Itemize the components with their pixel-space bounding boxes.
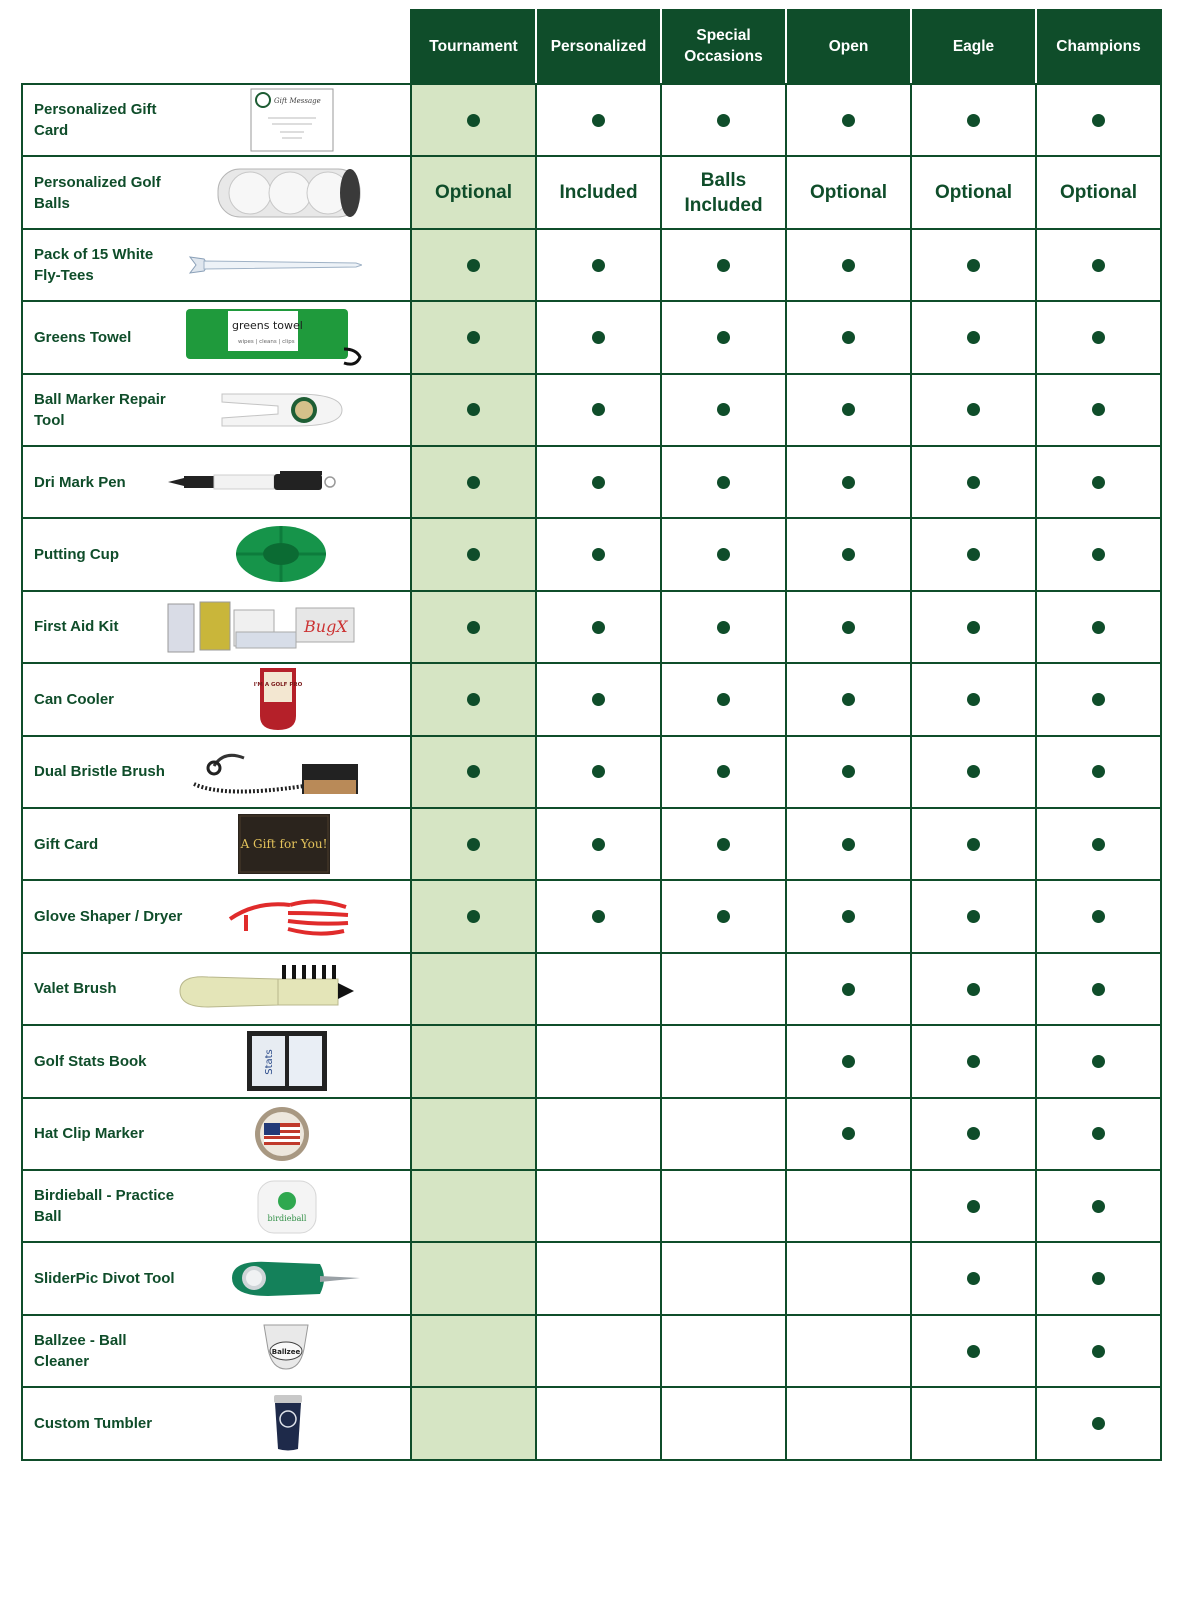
column-header: Eagle [911, 9, 1036, 83]
included-dot [1092, 621, 1105, 634]
included-dot [467, 910, 480, 923]
golf-tee-icon [186, 245, 362, 285]
included-dot [1092, 838, 1105, 851]
cell-text: Included [559, 182, 638, 204]
putting-cup-icon [234, 524, 328, 586]
included-dot [967, 1345, 980, 1358]
cell-text: Optional [809, 182, 888, 204]
included-dot [467, 259, 480, 272]
included-dot [717, 403, 730, 416]
included-dot [967, 1055, 980, 1068]
svg-text:A Gift for You!: A Gift for You! [240, 837, 328, 852]
column-header: Champions [1036, 9, 1161, 83]
included-dot [967, 403, 980, 416]
column-divider [910, 83, 912, 1461]
row-divider [22, 662, 1162, 664]
first-aid-packets-icon [166, 600, 358, 654]
included-dot [717, 259, 730, 272]
included-dot [1092, 765, 1105, 778]
included-dot [467, 621, 480, 634]
included-dot [967, 259, 980, 272]
included-dot [967, 765, 980, 778]
included-dot [717, 114, 730, 127]
valet-brush-icon [178, 961, 364, 1017]
row-divider [22, 1241, 1162, 1243]
svg-text:Ballzee: Ballzee [271, 1348, 301, 1356]
included-dot [467, 548, 480, 561]
glove-shaper-icon [226, 891, 356, 943]
birdieball-icon [256, 1175, 318, 1237]
row-divider [22, 735, 1162, 737]
included-dot [967, 1200, 980, 1213]
item-label: Ballzee - Ball Cleaner [34, 1331, 127, 1370]
row-divider [22, 517, 1162, 519]
included-dot [467, 838, 480, 851]
included-dot [1092, 114, 1105, 127]
cell-text: Optional [434, 182, 513, 204]
bristle-brush-icon [184, 744, 364, 800]
included-dot [592, 476, 605, 489]
cell-text: Balls Included [684, 169, 763, 216]
item-label: Can Cooler [34, 690, 115, 708]
item-label: Gift Card [34, 835, 99, 853]
included-dot [842, 1127, 855, 1140]
included-dot [1092, 1272, 1105, 1285]
included-dot [967, 621, 980, 634]
towel-icon [184, 305, 368, 369]
cell-text: Optional [934, 182, 1013, 204]
included-dot [592, 765, 605, 778]
included-dot [717, 765, 730, 778]
golf-ball-sleeve-icon [214, 165, 364, 221]
included-dot [592, 838, 605, 851]
included-dot [592, 910, 605, 923]
included-dot [1092, 1127, 1105, 1140]
column-header: Special Occasions [661, 9, 786, 83]
column-header: Open [786, 9, 911, 83]
included-dot [842, 838, 855, 851]
included-dot [592, 693, 605, 706]
included-dot [967, 983, 980, 996]
row-divider [22, 445, 1162, 447]
item-label: Pack of 15 White Fly-Tees [34, 245, 154, 284]
svg-text:Gift Message: Gift Message [274, 97, 321, 106]
included-dot [842, 983, 855, 996]
ball-cleaner-icon [260, 1319, 312, 1383]
switchblade-divot-tool-icon [228, 1256, 364, 1302]
column-header: Tournament [411, 9, 536, 83]
included-dot [1092, 403, 1105, 416]
pen-icon [166, 465, 352, 499]
included-dot [842, 403, 855, 416]
included-dot [842, 476, 855, 489]
item-label: Hat Clip Marker [34, 1125, 145, 1143]
svg-text:Stats: Stats [264, 1049, 275, 1076]
header-divider [660, 9, 662, 83]
included-dot [717, 548, 730, 561]
included-dot [592, 548, 605, 561]
header-divider [535, 9, 537, 83]
item-label: Greens Towel [34, 328, 132, 346]
included-dot [1092, 259, 1105, 272]
included-dot [717, 838, 730, 851]
included-dot [967, 1127, 980, 1140]
header-divider [910, 9, 912, 83]
included-dot [1092, 476, 1105, 489]
gift-card-icon [238, 814, 330, 874]
svg-text:greens towel: greens towel [232, 319, 303, 333]
included-dot [467, 476, 480, 489]
item-label: Golf Stats Book [34, 1052, 147, 1070]
included-dot [842, 765, 855, 778]
included-dot [592, 403, 605, 416]
included-dot [467, 693, 480, 706]
divot-tool-icon [218, 384, 350, 436]
stats-book-icon [246, 1030, 328, 1092]
included-dot [967, 1272, 980, 1285]
item-label: Personalized Golf Balls [34, 173, 161, 212]
item-label: First Aid Kit [34, 618, 119, 636]
row-divider [22, 952, 1162, 954]
included-dot [967, 114, 980, 127]
item-label: Dri Mark Pen [34, 473, 126, 491]
included-dot [1092, 1345, 1105, 1358]
included-dot [1092, 331, 1105, 344]
item-label: Personalized Gift Card [34, 101, 157, 140]
column-divider [535, 83, 537, 1461]
included-dot [592, 114, 605, 127]
included-dot [1092, 693, 1105, 706]
tumbler-icon [272, 1393, 304, 1453]
included-dot [842, 621, 855, 634]
row-divider [22, 1459, 1162, 1461]
included-dot [967, 910, 980, 923]
row-divider [22, 1097, 1162, 1099]
column-divider [1035, 83, 1037, 1461]
item-label: Glove Shaper / Dryer [34, 908, 183, 926]
row-divider [22, 1169, 1162, 1171]
included-dot [842, 331, 855, 344]
row-divider [22, 1314, 1162, 1316]
svg-text:BugX: BugX [304, 617, 348, 636]
row-divider [22, 1024, 1162, 1026]
column-divider [785, 83, 787, 1461]
column-divider [660, 83, 662, 1461]
included-dot [592, 259, 605, 272]
included-dot [717, 693, 730, 706]
item-label: SliderPic Divot Tool [34, 1270, 175, 1288]
included-dot [592, 621, 605, 634]
item-label: Ball Marker Repair Tool [34, 390, 166, 429]
svg-text:I'M A GOLF PRO: I'M A GOLF PRO [254, 682, 302, 689]
cell-text: Optional [1059, 182, 1138, 204]
column-header: Personalized [536, 9, 661, 83]
gift-card-note-icon [250, 88, 334, 152]
included-dot [967, 476, 980, 489]
included-dot [717, 910, 730, 923]
row-divider [22, 300, 1162, 302]
included-dot [967, 331, 980, 344]
row-divider [22, 590, 1162, 592]
included-dot [1092, 983, 1105, 996]
row-divider [22, 83, 1162, 85]
svg-text:birdieball: birdieball [267, 1214, 307, 1224]
included-dot [1092, 1055, 1105, 1068]
included-dot [842, 114, 855, 127]
row-divider [22, 1386, 1162, 1388]
column-divider [21, 83, 23, 1461]
hat-clip-flag-icon [248, 1105, 318, 1163]
included-dot [967, 548, 980, 561]
header-divider [1035, 9, 1037, 83]
included-dot [842, 259, 855, 272]
included-dot [842, 548, 855, 561]
header-divider [785, 9, 787, 83]
included-dot [967, 693, 980, 706]
included-dot [717, 621, 730, 634]
included-dot [1092, 1417, 1105, 1430]
row-divider [22, 373, 1162, 375]
included-dot [967, 838, 980, 851]
item-label: Birdieball - Practice Ball [34, 1187, 175, 1226]
included-dot [717, 331, 730, 344]
svg-text:wipes | cleans | clips: wipes | cleans | clips [238, 339, 295, 346]
row-divider [22, 879, 1162, 881]
included-dot [1092, 548, 1105, 561]
included-dot [717, 476, 730, 489]
included-dot [592, 331, 605, 344]
included-dot [1092, 1200, 1105, 1213]
can-cooler-icon [254, 666, 302, 732]
included-dot [1092, 910, 1105, 923]
item-label: Valet Brush [34, 980, 117, 998]
included-dot [467, 331, 480, 344]
included-dot [467, 114, 480, 127]
included-dot [842, 1055, 855, 1068]
row-divider [22, 807, 1162, 809]
item-label: Dual Bristle Brush [34, 763, 165, 781]
item-label: Custom Tumbler [34, 1414, 153, 1432]
included-dot [842, 910, 855, 923]
included-dot [842, 693, 855, 706]
item-label: Putting Cup [34, 546, 119, 564]
